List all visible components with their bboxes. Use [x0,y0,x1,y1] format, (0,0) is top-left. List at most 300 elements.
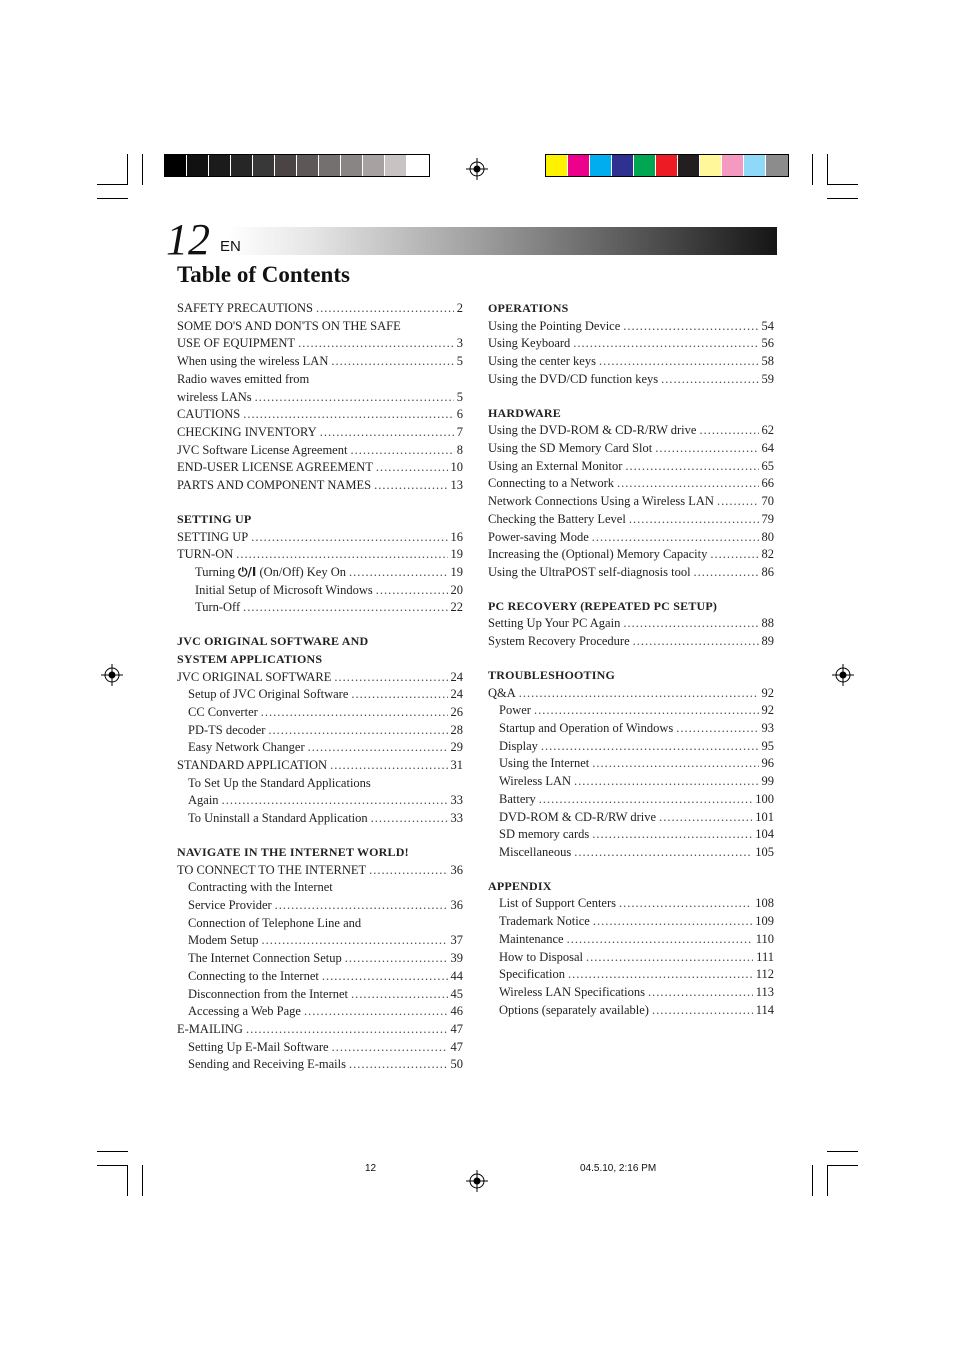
toc-entry [488,720,774,738]
dot-leader [351,686,447,704]
toc-entry-title: Checking the Battery Level [488,511,626,526]
toc-entry-title: Using the DVD/CD function keys [488,371,659,386]
color-swatch [568,155,590,176]
toc-entry-page: 8 [456,442,463,457]
toc-entry-page: 104 [755,827,774,842]
toc-entry [177,739,463,757]
toc-entry-page: 110 [755,931,774,946]
color-swatch [297,155,319,176]
dot-leader [304,1003,448,1021]
dot-leader [541,738,759,756]
toc-entry-page: 50 [450,1057,463,1072]
dot-leader [568,966,753,984]
toc-entry [488,493,774,511]
dot-leader [694,564,759,582]
toc-entry [488,615,774,633]
dot-leader [316,300,454,318]
toc-entry [488,440,774,458]
toc-entry-title: CAUTIONS [177,407,241,422]
toc-entry-title: Using the center keys [488,354,596,369]
toc-entry [488,335,774,353]
dot-leader [717,493,759,511]
toc-entry-page: 10 [450,460,463,475]
color-calibration-bar [545,154,789,177]
toc-entry-page: 2 [456,301,463,315]
toc-entry-title: Trademark Notice [499,914,590,929]
toc-entry [488,529,774,547]
toc-entry-page: 111 [756,949,774,964]
toc-entry [177,986,463,1004]
toc-entry-page: 3 [456,336,463,351]
toc-entry-title: Maintenance [499,931,564,946]
section-heading: TROUBLESHOOTING [488,667,616,682]
color-swatch [187,155,209,176]
color-swatch [590,155,612,176]
language-code: EN [220,238,241,255]
section-heading: APPENDIX [488,878,552,893]
toc-entry [177,669,463,687]
toc-entry-title: List of Support Centers [499,896,617,911]
toc-entry [488,949,774,967]
dot-leader [539,791,752,809]
toc-entry-page: 39 [450,951,463,966]
toc-entry [177,529,463,547]
page-title: Table of Contents [177,262,350,287]
dot-leader [261,932,447,950]
toc-entry [488,773,774,791]
toc-entry-title: Wireless LAN [499,774,572,789]
toc-entry-title: JVC Software License Agreement [177,442,348,457]
color-swatch [656,155,678,176]
toc-entry-title: Sending and Receiving E-mails [188,1057,346,1072]
dot-leader [593,913,752,931]
toc-entry-page: 65 [761,458,774,473]
toc-entry-title: The Internet Connection Setup [188,951,342,966]
dot-leader [710,546,758,564]
dot-leader [623,318,758,336]
toc-entry [177,477,463,495]
toc-entry [177,459,463,477]
toc-entry [177,300,463,318]
toc-entry-title: STANDARD APPLICATION [177,758,328,773]
toc-entry-title-suffix: (On/Off) Key On [256,564,346,579]
toc-entry-page: 20 [450,582,463,597]
toc-entry [177,442,463,460]
toc-entry-page: 95 [761,738,774,753]
toc-entry-title: Specification [499,967,565,982]
toc-entry [488,633,774,651]
toc-entry-title: To Uninstall a Standard Application [188,811,368,826]
dot-leader [699,422,758,440]
toc-entry [488,685,774,703]
toc-entry [177,546,463,564]
toc-entry-title: Easy Network Changer [188,740,305,755]
toc-entry [488,826,774,844]
toc-entry-page: 92 [761,703,774,718]
toc-entry [488,755,774,773]
section-heading: NAVIGATE IN THE INTERNET WORLD! [177,844,409,859]
footer-timestamp: 04.5.10, 2:16 PM [580,1163,657,1174]
grayscale-calibration-bar [164,154,430,177]
color-swatch [700,155,722,176]
toc-entry-title: TO CONNECT TO THE INTERNET [177,862,367,877]
toc-entry-page: 70 [761,494,774,509]
dot-leader [661,371,758,389]
toc-entry-title: Modem Setup [188,933,259,948]
dot-leader [519,685,759,703]
toc-entry [177,968,463,986]
color-swatch [209,155,231,176]
toc-entry-title: END-USER LICENSE AGREEMENT [177,460,373,475]
dot-leader [243,406,454,424]
dot-leader [619,895,752,913]
dot-leader [332,1039,448,1057]
toc-entry-title: DVD-ROM & CD-R/RW drive [499,809,657,824]
dot-leader [308,739,448,757]
toc-entry-page: 24 [450,687,463,702]
toc-entry-page: 64 [761,441,774,456]
toc-entry-page: 13 [450,478,463,493]
dot-leader [655,440,758,458]
color-swatch [385,155,407,176]
toc-entry-title: Connecting to the Internet [188,968,319,983]
toc-entry-title: Turn-Off [195,600,241,615]
section-gap [488,862,774,878]
toc-entry-title: Miscellaneous [499,844,572,859]
toc-entry-title: Using Keyboard [488,336,571,351]
toc-entry-page: 114 [755,1002,774,1017]
color-swatch [612,155,634,176]
toc-entry [177,1039,463,1057]
dot-leader [617,475,758,493]
toc-entry [177,792,463,810]
toc-entry [177,335,463,353]
toc-entry-title: Increasing the (Optional) Memory Capacity [488,547,708,562]
dot-leader [623,615,758,633]
dot-leader [369,862,447,880]
toc-entry-page: 36 [450,862,463,877]
toc-entry-title: Using the DVD-ROM & CD-R/RW drive [488,423,697,438]
toc-entry [177,810,463,828]
toc-entry-title: JVC ORIGINAL SOFTWARE [177,669,332,684]
dot-leader [574,773,758,791]
toc-entry-page: 33 [450,793,463,808]
dot-leader [574,844,752,862]
toc-entry-title: Setting Up Your PC Again [488,616,621,631]
toc-entry-title: Disconnection from the Internet [188,986,349,1001]
toc-entry-text: To Set Up the Standard Applications [188,775,371,790]
toc-entry-title: Using the Pointing Device [488,318,621,333]
dot-leader [534,702,759,720]
toc-entry-title: Network Connections Using a Wireless LAN [488,494,714,509]
color-swatch [341,155,363,176]
toc-entry-page: 5 [456,389,463,404]
toc-entry-title: Using an External Monitor [488,458,623,473]
toc-entry-page: 47 [450,1022,463,1036]
toc-entry-page: 79 [761,511,774,526]
dot-leader [599,353,759,371]
toc-entry [177,757,463,775]
dot-leader [629,511,759,529]
page-number: 12 [166,215,210,264]
toc-entry [177,722,463,740]
toc-entry-page: 6 [456,407,463,422]
registration-mark-icon [466,1170,488,1192]
dot-leader [243,599,447,617]
dot-leader [376,459,448,477]
toc-entry-title: PD-TS decoder [188,722,266,737]
toc-entry-page: 56 [761,336,774,351]
toc-entry-title: CC Converter [188,704,258,719]
toc-entry [177,1003,463,1021]
toc-entry [488,371,774,389]
header-gradient-band [228,227,777,255]
toc-entry-title: wireless LANs [177,389,252,404]
section-heading: OPERATIONS [488,301,569,315]
toc-entry-page: 86 [761,564,774,579]
registration-mark-icon [466,158,488,180]
toc-entry-page: 44 [450,968,463,983]
toc-entry-page: 99 [761,774,774,789]
toc-entry-title: How to Disposal [499,949,584,964]
power-on-off-icon: ⏻/I [237,564,257,579]
toc-entry [177,564,463,582]
color-swatch [165,155,187,176]
toc-entry-page: 108 [755,896,774,911]
toc-entry [488,353,774,371]
toc-entry-page: 19 [450,564,463,579]
dot-leader [648,984,753,1002]
toc-entry-title: Accessing a Web Page [188,1004,301,1019]
toc-entry-title: Display [499,738,538,753]
section-gap [488,389,774,405]
dot-leader [676,720,758,738]
section-heading: PC RECOVERY (REPEATED PC SETUP) [488,598,718,613]
section-heading: SYSTEM APPLICATIONS [177,651,323,666]
color-swatch [546,155,568,176]
section-heading: SETTING UP [177,511,252,526]
toc-entry-title: Options (separately available) [499,1002,649,1017]
toc-entry [488,422,774,440]
dot-leader [334,669,447,687]
toc-entry-page: 93 [761,721,774,736]
toc-entry-page: 45 [450,986,463,1001]
toc-entry-page: 5 [456,354,463,369]
toc-entry [488,702,774,720]
toc-entry-title: Wireless LAN Specifications [499,984,645,999]
section-heading: JVC ORIGINAL SOFTWARE AND [177,634,369,649]
toc-entry-title: When using the wireless LAN [177,354,329,369]
toc-entry-title: Power-saving Mode [488,529,589,544]
dot-leader [222,792,448,810]
toc-entry [488,844,774,862]
toc-entry-page: 7 [456,424,463,439]
toc-entry-title: SETTING UP [177,529,249,544]
toc-entry-page: 96 [761,756,774,771]
toc-entry [488,913,774,931]
dot-leader [351,986,447,1004]
toc-entry-page: 62 [761,423,774,438]
dot-leader [268,722,447,740]
section-gap [177,828,463,844]
color-swatch [363,155,385,176]
dot-leader [236,546,447,564]
toc-entry-title: TURN-ON [177,547,234,562]
toc-entry [177,950,463,968]
toc-entry-page: 28 [450,722,463,737]
toc-entry-page: 31 [450,758,463,773]
dot-leader [298,335,454,353]
toc-entry [488,1002,774,1020]
toc-entry-page: 82 [761,547,774,562]
dot-leader [567,931,753,949]
section-gap [177,617,463,633]
dot-leader [371,810,448,828]
dot-leader [592,529,759,547]
toc-entry-title-prefix: Turning [195,564,238,579]
toc-entry-title: CHECKING INVENTORY [177,424,317,439]
toc-entry-title: Connecting to a Network [488,476,615,491]
toc-entry-page: 66 [761,476,774,491]
registration-mark-icon [101,664,123,686]
dot-leader [350,442,453,460]
toc-entry-page: 54 [761,318,774,333]
toc-entry-page: 46 [450,1004,463,1019]
toc-entry-title: Using the Internet [499,756,590,771]
toc-entry [177,704,463,722]
color-swatch [319,155,341,176]
toc-entry [488,511,774,529]
toc-entry [177,897,463,915]
dot-leader [376,582,448,600]
toc-entry-page: 113 [755,984,774,999]
toc-entry [177,1056,463,1074]
toc-entry-title: USE OF EQUIPMENT [177,336,296,351]
toc-entry [488,931,774,949]
color-swatch [407,155,429,176]
dot-leader [345,950,448,968]
toc-entry [177,686,463,704]
dot-leader [573,335,758,353]
color-swatch [744,155,766,176]
toc-entry-page: 29 [450,740,463,755]
toc-entry-page: 47 [450,1039,463,1054]
dot-leader [374,477,447,495]
toc-entry [488,458,774,476]
color-swatch [253,155,275,176]
dot-leader [330,757,447,775]
dot-leader [592,826,752,844]
toc-entry-title: Setup of JVC Original Software [188,687,349,702]
toc-entry-page: 59 [761,371,774,386]
footer-page-number: 12 [365,1163,377,1174]
toc-entry-page: 19 [450,547,463,562]
toc-entry-page: 100 [755,791,774,806]
toc-entry-title: Initial Setup of Microsoft Windows [195,582,373,597]
toc-entry-page: 112 [755,967,774,982]
toc-entry-page: 80 [761,529,774,544]
dot-leader [275,897,448,915]
color-swatch [634,155,656,176]
toc-left-column [177,300,463,1074]
dot-leader [586,949,753,967]
dot-leader [246,1021,448,1039]
toc-entry-text: SOME DO'S AND DON'TS ON THE SAFE [177,318,401,333]
dot-leader [331,353,453,371]
toc-entry [177,599,463,617]
toc-entry [488,318,774,336]
toc-entry-page: 16 [450,529,463,544]
section-heading: HARDWARE [488,405,561,420]
toc-entry-title: PARTS AND COMPONENT NAMES [177,478,372,493]
toc-entry-text: Radio waves emitted from [177,371,310,386]
toc-entry [488,475,774,493]
toc-entry-page: 101 [755,809,774,824]
color-swatch [678,155,700,176]
toc-entry-text: Contracting with the Internet [188,880,333,895]
dot-leader [322,968,448,986]
toc-entry [488,966,774,984]
toc-entry-title: E-MAILING [177,1022,243,1036]
toc-entry [177,582,463,600]
section-gap [177,495,463,511]
toc-entry [488,546,774,564]
dot-leader [625,458,758,476]
toc-entry [177,406,463,424]
toc-entry [177,389,463,407]
toc-entry [488,809,774,827]
toc-entry [177,932,463,950]
toc-entry-title: Again [188,793,219,808]
toc-entry-page: 36 [450,898,463,913]
toc-entry [488,895,774,913]
toc-entry [177,862,463,880]
toc-entry-text: Connection of Telephone Line and [188,915,362,930]
color-swatch [231,155,253,176]
toc-entry-page: 92 [761,685,774,700]
color-swatch [275,155,297,176]
dot-leader [659,809,752,827]
toc-entry [488,738,774,756]
toc-entry-title: Using the UltraPOST self-diagnosis tool [488,564,691,579]
color-swatch [766,155,788,176]
toc-entry-title: System Recovery Procedure [488,634,630,649]
dot-leader [349,564,448,582]
toc-entry-page: 89 [761,634,774,649]
toc-entry-title: Startup and Operation of Windows [499,721,674,736]
toc-entry [488,984,774,1002]
toc-entry-title: Setting Up E-Mail Software [188,1039,329,1054]
toc-entry-page: 58 [761,354,774,369]
toc-entry-title: Power [499,703,531,718]
toc-entry-title: Service Provider [188,898,272,913]
dot-leader [592,755,758,773]
toc-entry-title: Battery [499,791,536,806]
toc-right-column [488,300,774,1019]
toc-entry-page: 109 [755,914,774,929]
dot-leader [349,1056,448,1074]
toc-entry [177,424,463,442]
toc-entry-page: 88 [761,616,774,631]
section-gap [488,651,774,667]
toc-entry [177,353,463,371]
registration-mark-icon [832,664,854,686]
section-gap [488,582,774,598]
toc-entry-title: SD memory cards [499,827,590,842]
toc-entry-title: Using the SD Memory Card Slot [488,441,653,456]
toc-entry-title: SAFETY PRECAUTIONS [177,301,314,315]
toc-entry-page: 33 [450,811,463,826]
